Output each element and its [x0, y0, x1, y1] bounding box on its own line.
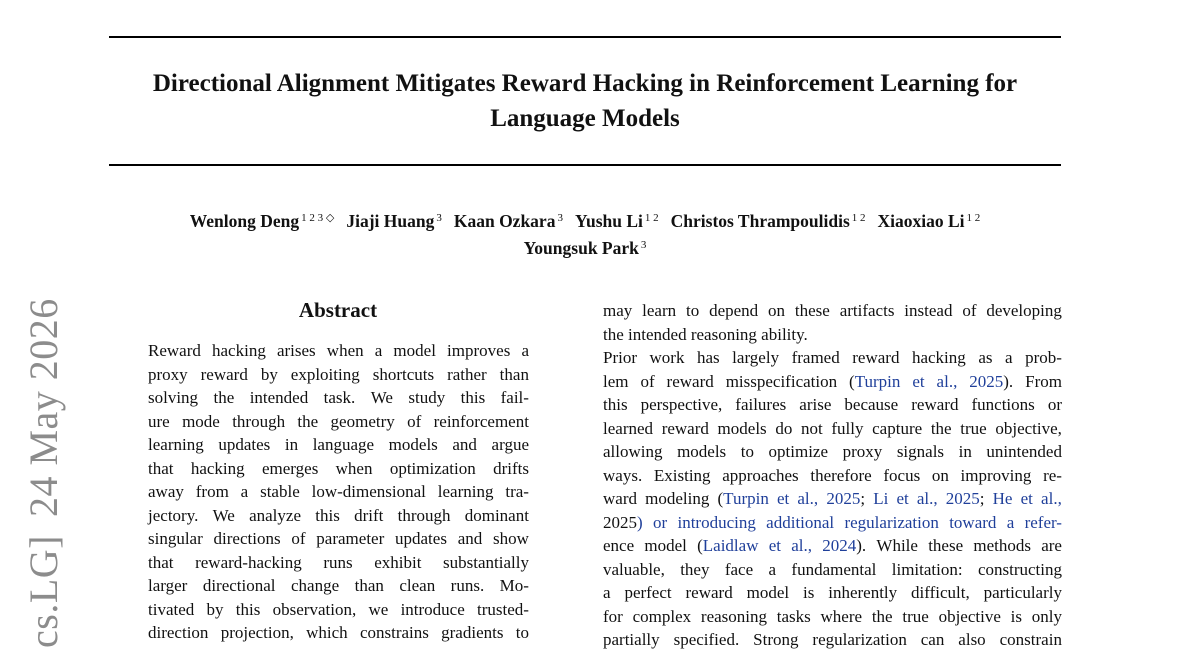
citation-link[interactable]: 2025	[945, 489, 980, 508]
body-line: ence model (Laidlaw et al., 2024). While these methods are	[603, 536, 1062, 555]
citation-link[interactable]: et	[896, 489, 909, 508]
abstract-line: solving the intended task. We study this fail-	[148, 388, 529, 407]
body-line: a perfect reward model is inherently difficult, particularly	[603, 583, 1062, 602]
arxiv-date: 24 May 2026	[21, 298, 66, 518]
author-affiliation: 3	[640, 239, 647, 251]
author	[671, 211, 866, 231]
citation-link[interactable]: Laidlaw	[702, 536, 759, 555]
author-name: Kaan Ozkara	[453, 211, 556, 231]
body-line: ways. Existing approaches therefore focus on improving re-	[603, 465, 1062, 485]
author-affiliation: 1 2	[644, 212, 659, 224]
citation-link[interactable]: et	[776, 489, 790, 508]
citation-link[interactable]: 2025	[826, 489, 861, 508]
abstract-heading: Abstract	[298, 298, 378, 322]
citation-link[interactable]: introducing	[677, 512, 756, 532]
body-line: partially specified. Strong regularization can also constrain	[603, 630, 1062, 649]
author	[346, 211, 442, 231]
citation-link[interactable]: al.,	[1041, 489, 1062, 508]
citation-link[interactable]: Turpin	[723, 489, 769, 508]
citation-link[interactable]: He	[992, 489, 1013, 508]
citation-link[interactable]: 2024	[822, 536, 857, 555]
author-name: Jiaji Huang	[346, 211, 435, 231]
author-affiliation: 1 2 3 ◇	[301, 212, 335, 224]
citation-link[interactable]: 2025	[969, 371, 1004, 391]
arxiv-stamp	[20, 298, 68, 648]
author-affiliation: 1 2	[966, 212, 981, 224]
abstract-line: direction projection, which constrains gradients to	[148, 623, 529, 642]
citation-link[interactable]: or	[652, 512, 668, 532]
author-name: Youngsuk Park	[523, 238, 639, 258]
paper-title: Directional Alignment Mitigates Reward Hacking in Reinforcement Learning for Language Models	[152, 70, 1018, 132]
abstract-line: jectory. We analyze this drift through dominant	[148, 505, 529, 525]
abstract-line: ure mode through the geometry of reinforcement	[148, 411, 529, 431]
title-rule-top	[109, 36, 1061, 38]
abstract-line: larger directional change than clean runs. Mo-	[148, 576, 529, 595]
body-line: this perspective, failures arise because reward functions or	[603, 395, 1062, 414]
abstract-line: learning updates in language models and argue	[148, 435, 529, 454]
body-line: learned reward models do not fully capture the true objective,	[603, 418, 1062, 438]
author-affiliation: 1 2	[851, 212, 866, 224]
body-line: 2025) or introducing additional regularization toward a refer-	[603, 512, 1062, 532]
abstract-line: away from a stable low-dimensional learning tra-	[148, 482, 529, 501]
author	[190, 211, 335, 231]
citation-link[interactable]: al.,	[936, 371, 958, 391]
author-name: Wenlong Deng	[189, 211, 300, 231]
body-line: valuable, they face a fundamental limitation: constructing	[603, 559, 1062, 579]
author-affiliation: 3	[557, 212, 563, 224]
author	[454, 211, 563, 231]
author-name: Yushu Li	[574, 211, 643, 231]
abstract-line: proxy reward by exploiting shortcuts rather than	[148, 364, 529, 384]
citation-link[interactable]: al.,	[916, 489, 938, 508]
author-list	[100, 206, 1070, 260]
author	[878, 211, 981, 231]
body-line: lem of reward misspecification (Turpin et al., 2025). From	[603, 371, 1062, 391]
author-name: Christos Thrampoulidis	[670, 211, 850, 231]
citation-link[interactable]: refer-	[1024, 512, 1062, 532]
body-line: allowing models to optimize proxy signals in unintended	[603, 442, 1062, 461]
citation-link[interactable]: )	[637, 512, 643, 532]
arxiv-category: cs.LG]	[21, 535, 66, 648]
body-line: for complex reasoning tasks where the true objective is only	[603, 606, 1062, 626]
citation-link[interactable]: Li	[873, 489, 889, 508]
citation-link[interactable]: et	[768, 536, 781, 555]
author	[524, 238, 647, 258]
abstract-line: tivated by this observation, we introduce trusted-	[148, 599, 529, 619]
citation-link[interactable]: Turpin	[854, 371, 901, 391]
abstract-line: Reward hacking arises when a model improves a	[148, 341, 529, 360]
citation-link[interactable]: et	[1020, 489, 1033, 508]
title-rule-bottom	[109, 164, 1061, 166]
author	[575, 211, 659, 231]
body-line: Prior work has largely framed reward hacking as a prob-	[603, 348, 1062, 367]
author-affiliation: 3	[436, 212, 442, 224]
citation-link[interactable]: a	[1006, 512, 1015, 532]
author-name: Xiaoxiao Li	[877, 211, 965, 231]
citation-link[interactable]: regularization	[844, 512, 939, 532]
citation-link[interactable]: al.,	[791, 536, 813, 555]
abstract-line: that reward-hacking runs exhibit substantially	[148, 552, 529, 572]
body-line: the intended reasoning ability.	[603, 324, 808, 344]
abstract-line: that hacking emerges when optimization drifts	[148, 458, 529, 478]
body-line: may learn to depend on these artifacts instead of developing	[603, 301, 1062, 320]
citation-link[interactable]: additional	[766, 512, 835, 532]
citation-link[interactable]: et	[912, 371, 925, 391]
abstract-line: singular directions of parameter updates and show	[148, 529, 529, 548]
citation-link[interactable]: al.,	[797, 489, 819, 508]
citation-link[interactable]: toward	[949, 512, 997, 532]
body-line: ward modeling (Turpin et al., 2025; Li et al., 2025; He et al.,	[603, 489, 1062, 508]
